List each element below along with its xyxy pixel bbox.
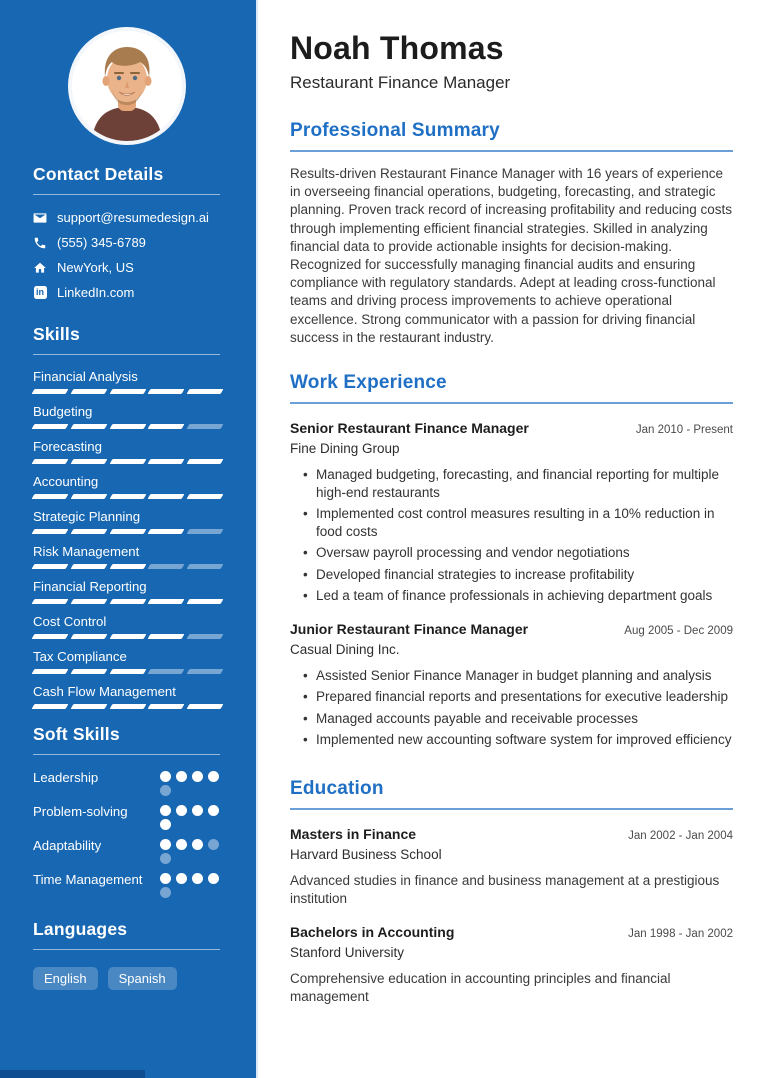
soft-skill-row (33, 803, 220, 830)
skills-section (33, 324, 220, 709)
soft-skill-dot (176, 805, 187, 816)
job-bullet: • Implemented cost control measures resulting in a 10% reduction in food costs (303, 505, 733, 540)
languages-list (33, 967, 220, 990)
skill-bar-segment (148, 704, 185, 709)
contact-item (33, 260, 220, 275)
skill-bar-segment (70, 634, 107, 639)
job-bullet: • Assisted Senior Finance Manager in budget planning and analysis (303, 667, 733, 685)
job-bullets (290, 667, 733, 749)
contact-item-text: (555) 345-6789 (57, 235, 146, 250)
languages-section (33, 919, 220, 990)
soft-skill-dot (160, 873, 171, 884)
skill-bar-segment (148, 459, 185, 464)
soft-skill-dot (208, 839, 219, 850)
skill-bar-segment (187, 529, 224, 534)
soft-skill-dot (160, 853, 171, 864)
skill-bar-segment (32, 424, 69, 429)
soft-skill-dot (160, 785, 171, 796)
skill-bar-segment (109, 529, 146, 534)
skills-list (33, 368, 220, 709)
soft-skill-dot (208, 771, 219, 782)
soft-skill-dot (176, 839, 187, 850)
soft-skill-dot (176, 771, 187, 782)
soft-skill-dot (160, 771, 171, 782)
summary-text: Results-driven Restaurant Finance Manager with 16 years of experience in overseeing financial operations, budgeting, forecasting, and strategic planning. Proven track record of increasing profitability and reducing costs through implementing efficient financial strategies. Skilled in analyzing financial data to provide actionable insights for decision-making. Recognized for successfully managing financial audits and ensuring compliance with regulatory standards. Adept at leading cross-functional teams and driving process improvements to achieve operational excellence. Strong communicator with a passion for driving financial success in the restaurant industry. (290, 166, 732, 345)
language-pill: Spanish (108, 967, 177, 990)
skill-bar-segment (32, 634, 69, 639)
skill-bar-segment (70, 564, 107, 569)
skill-bar-segment (109, 704, 146, 709)
person-name: Noah Thomas (290, 30, 504, 66)
soft-skill-dot (160, 839, 171, 850)
education-school: Harvard Business School (290, 846, 442, 862)
education-entry-header (290, 826, 733, 843)
linkedin-glyph: in (34, 286, 47, 299)
skill-bar-segment (148, 669, 185, 674)
soft-skill-name: Adaptability (33, 838, 102, 853)
contact-item (33, 210, 220, 225)
skill-bar-segment (109, 494, 146, 499)
skill-bar-segment (109, 599, 146, 604)
avatar-illustration (72, 31, 182, 141)
skill-item (33, 473, 220, 499)
skill-item (33, 613, 220, 639)
job-bullet: • Oversaw payroll processing and vendor negotiations (303, 544, 733, 562)
skill-bar-segment (109, 669, 146, 674)
phone-icon (33, 236, 47, 250)
skill-level-bar (33, 389, 222, 394)
job-role: Junior Restaurant Finance Manager (290, 620, 529, 637)
skill-level-bar (33, 599, 222, 604)
soft-skill-dot (192, 771, 203, 782)
person-title: Restaurant Finance Manager (290, 73, 511, 92)
job-dates: Jan 2010 - Present (635, 424, 733, 437)
skill-bar-segment (32, 494, 69, 499)
skill-bar-segment (187, 599, 224, 604)
education-degree: Masters in Finance (290, 825, 417, 842)
job-entry (290, 621, 733, 749)
summary-section (290, 120, 733, 347)
envelope-icon (33, 211, 47, 225)
education-description: Comprehensive education in accounting principles and financial management (290, 970, 671, 1004)
education-dates: Jan 1998 - Jan 2002 (628, 927, 733, 940)
contact-list (33, 210, 220, 300)
education-section (290, 778, 733, 1006)
soft-skill-dot (160, 887, 171, 898)
soft-skill-name: Leadership (33, 770, 99, 785)
skill-bar-segment (32, 704, 69, 709)
skill-bar-segment (148, 389, 185, 394)
skill-item (33, 403, 220, 429)
job-company: Fine Dining Group (290, 441, 400, 457)
profile-photo (72, 31, 182, 141)
skill-bar-segment (109, 424, 146, 429)
skill-name: Forecasting (33, 439, 102, 454)
skill-bar-segment (187, 564, 224, 569)
skill-bar-segment (109, 389, 146, 394)
sidebar-bottom-strip (0, 1070, 145, 1078)
skill-name: Cash Flow Management (33, 684, 176, 699)
sidebar (0, 0, 258, 1078)
skill-bar-segment (70, 459, 107, 464)
skill-name: Financial Reporting (33, 579, 147, 594)
skill-bar-segment (187, 494, 224, 499)
job-bullet: • Managed budgeting, forecasting, and financial reporting for multiple high-end restaurants (303, 466, 733, 501)
education-list (290, 826, 733, 1006)
contact-heading: Contact Details (33, 164, 220, 195)
skill-item (33, 368, 220, 394)
skill-bar-segment (148, 599, 185, 604)
skill-bar-segment (148, 634, 185, 639)
skill-bar-segment (32, 564, 69, 569)
skill-level-bar (33, 494, 222, 499)
soft-skills-section (33, 724, 220, 898)
skill-bar-segment (187, 669, 224, 674)
summary-heading: Professional Summary (290, 120, 733, 152)
skill-name: Cost Control (33, 614, 107, 629)
job-entry-header (290, 420, 733, 437)
soft-skill-dot (208, 805, 219, 816)
education-entry-header (290, 924, 733, 941)
skill-bar-segment (32, 459, 69, 464)
soft-skill-name: Problem-solving (33, 804, 128, 819)
home-icon (33, 261, 47, 275)
skill-bar-segment (187, 704, 224, 709)
soft-skills-list (33, 769, 220, 898)
education-school: Stanford University (290, 944, 405, 960)
skill-level-bar (33, 424, 222, 429)
linkedin-icon (33, 286, 47, 300)
skill-bar-segment (148, 564, 185, 569)
skill-bar-segment (32, 599, 69, 604)
skill-name: Strategic Planning (33, 509, 141, 524)
job-company: Casual Dining Inc. (290, 641, 400, 657)
skill-bar-segment (70, 704, 107, 709)
job-entry (290, 420, 733, 605)
main-content (258, 0, 768, 1078)
skill-bar-segment (32, 529, 69, 534)
job-role: Senior Restaurant Finance Manager (290, 420, 529, 437)
soft-skill-dots (160, 839, 220, 864)
skill-bar-segment (109, 459, 146, 464)
skill-name: Financial Analysis (33, 369, 138, 384)
skill-bar-segment (187, 459, 224, 464)
skill-level-bar (33, 529, 222, 534)
contact-item-text: support@resumedesign.ai (57, 210, 209, 225)
skill-bar-segment (70, 389, 107, 394)
education-entry (290, 924, 733, 1006)
skill-bar-segment (148, 529, 185, 534)
skill-bar-segment (148, 424, 185, 429)
contact-item-text: NewYork, US (57, 260, 134, 275)
soft-skill-dot (160, 819, 171, 830)
skill-item (33, 438, 220, 464)
soft-skill-dot (160, 805, 171, 816)
soft-skill-dot (192, 839, 203, 850)
soft-skill-row (33, 871, 220, 898)
skill-bar-segment (109, 634, 146, 639)
skill-level-bar (33, 459, 222, 464)
skill-bar-segment (109, 564, 146, 569)
language-pill: English (33, 967, 98, 990)
soft-skill-dot (208, 873, 219, 884)
soft-skill-dot (192, 873, 203, 884)
skill-name: Risk Management (33, 544, 140, 559)
skill-level-bar (33, 669, 222, 674)
skill-name: Tax Compliance (33, 649, 127, 664)
soft-skill-dots (160, 771, 220, 796)
skill-level-bar (33, 704, 222, 709)
skill-bar-segment (148, 494, 185, 499)
education-entry (290, 826, 733, 908)
job-bullet: • Led a team of finance professionals in achieving department goals (303, 587, 733, 605)
education-degree: Bachelors in Accounting (290, 923, 455, 940)
education-heading: Education (290, 778, 733, 810)
skill-bar-segment (187, 634, 224, 639)
skill-name: Budgeting (33, 404, 93, 419)
skill-bar-segment (187, 389, 224, 394)
education-description: Advanced studies in finance and business management at a prestigious institution (290, 872, 720, 906)
education-dates: Jan 2002 - Jan 2004 (628, 829, 733, 842)
job-bullet: • Managed accounts payable and receivable processes (303, 710, 733, 728)
job-bullets (290, 466, 733, 605)
contact-section (33, 164, 220, 300)
languages-heading: Languages (33, 919, 220, 950)
skill-level-bar (33, 634, 222, 639)
soft-skill-row (33, 837, 220, 864)
experience-section (290, 372, 733, 749)
soft-skill-dots (160, 873, 220, 898)
soft-skill-dot (192, 805, 203, 816)
skill-bar-segment (32, 669, 69, 674)
job-bullet: • Developed financial strategies to increase profitability (303, 566, 733, 584)
skill-bar-segment (187, 424, 224, 429)
skill-item (33, 683, 220, 709)
contact-item-text: LinkedIn.com (57, 285, 135, 300)
contact-item (33, 285, 220, 300)
skill-bar-segment (70, 529, 107, 534)
job-entry-header (290, 621, 733, 638)
contact-item (33, 235, 220, 250)
jobs-list (290, 420, 733, 749)
job-bullet: • Prepared financial reports and presentations for executive leadership (303, 688, 733, 706)
experience-heading: Work Experience (290, 372, 733, 404)
job-dates: Aug 2005 - Dec 2009 (624, 624, 733, 637)
skill-item (33, 648, 220, 674)
skill-level-bar (33, 564, 222, 569)
soft-skill-dots (160, 805, 220, 830)
skill-item (33, 543, 220, 569)
skill-bar-segment (70, 424, 107, 429)
skill-bar-segment (70, 669, 107, 674)
skill-bar-segment (70, 599, 107, 604)
soft-skills-heading: Soft Skills (33, 724, 220, 755)
skill-name: Accounting (33, 474, 99, 489)
skill-bar-segment (70, 494, 107, 499)
job-bullet: • Implemented new accounting software system for improved efficiency (303, 731, 733, 749)
soft-skill-dot (176, 873, 187, 884)
soft-skill-row (33, 769, 220, 796)
skill-item (33, 578, 220, 604)
skill-bar-segment (32, 389, 69, 394)
skill-item (33, 508, 220, 534)
soft-skill-name: Time Management (33, 872, 143, 887)
skills-heading: Skills (33, 324, 220, 355)
